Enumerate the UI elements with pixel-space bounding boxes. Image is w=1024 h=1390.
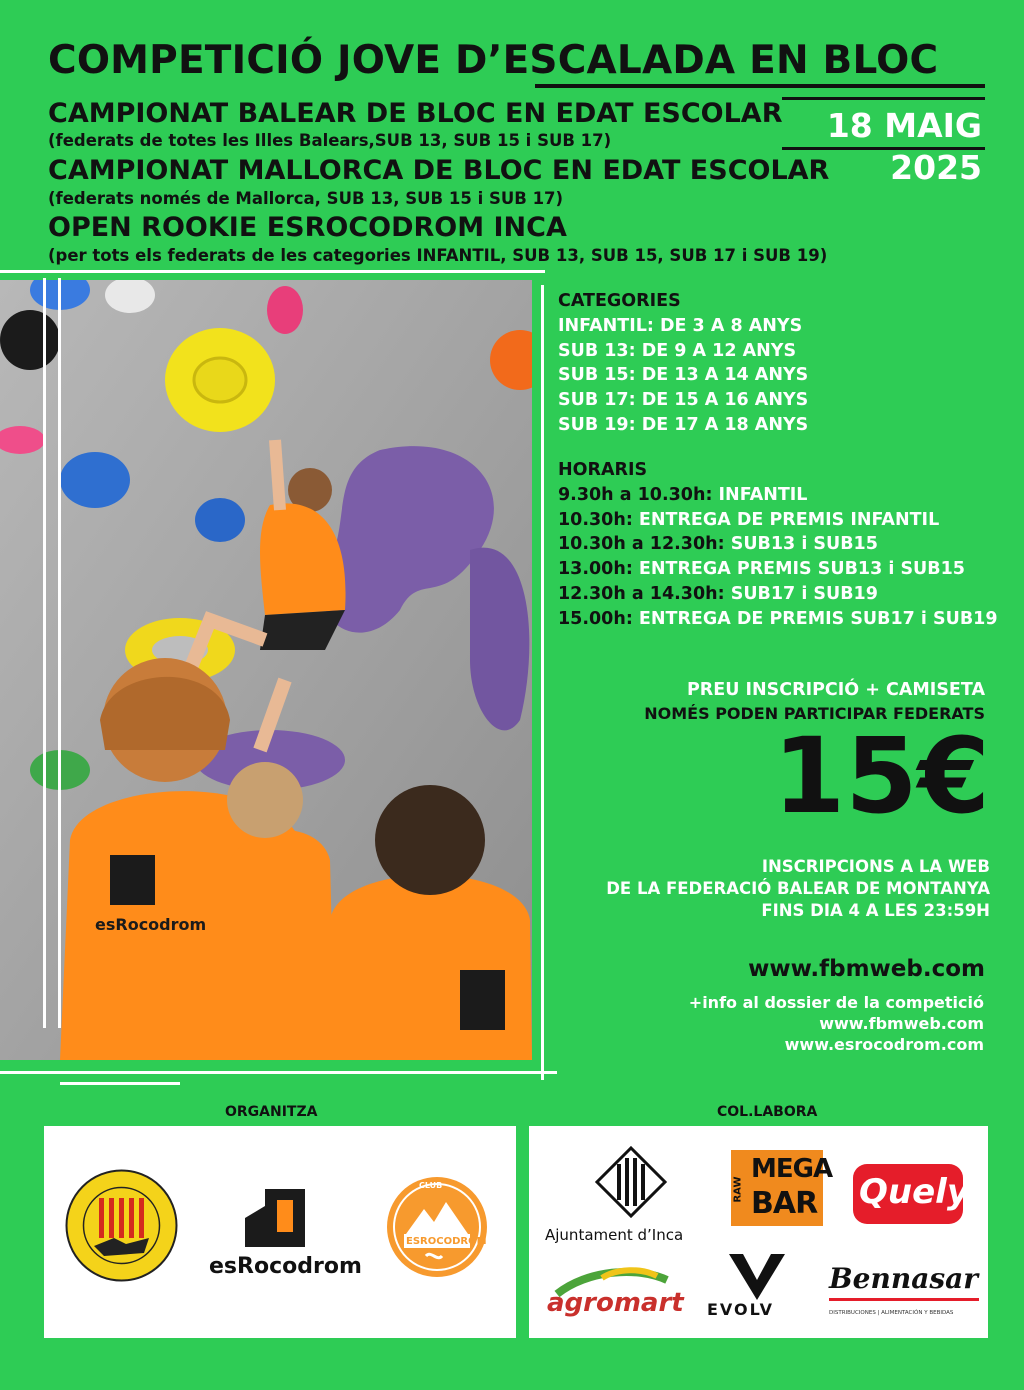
organizers-box — [44, 1126, 516, 1338]
megabar-side-text: RAW — [732, 1176, 744, 1203]
club-logo-name: ESROCODROM — [406, 1236, 487, 1247]
price-amount: 15€ — [772, 715, 990, 837]
frame-line-bottom-1 — [0, 1071, 557, 1074]
fbm-logo-text — [64, 1286, 179, 1287]
schedule-item — [558, 557, 998, 582]
frame-line-right — [541, 285, 544, 1080]
schedule-item — [558, 607, 998, 632]
megabar-logo — [731, 1150, 833, 1226]
schedule-time: 13.00h: — [558, 559, 633, 580]
schedule-activity: ENTREGA DE PREMIS INFANTIL — [638, 509, 940, 530]
registration-line: DE LA FEDERACIÓ BALEAR DE MONTANYA — [606, 879, 990, 898]
event-2-note: (federats només de Mallorca, SUB 13, SUB 15 i SUB 17) — [48, 189, 564, 208]
schedule-item — [558, 483, 998, 508]
date-line-top — [782, 97, 985, 100]
registration-block — [540, 856, 990, 922]
category-item: SUB 19: DE 17 A 18 ANYS — [558, 414, 809, 435]
agromart-logo-text: agromart — [547, 1288, 684, 1318]
schedule-item — [558, 508, 998, 533]
schedule-activity: ENTREGA PREMIS SUB13 i SUB15 — [638, 559, 965, 580]
ajuntament-logo-icon — [595, 1146, 667, 1218]
registration-line: FINS DIA 4 A LES 23:59H — [761, 901, 990, 920]
quely-logo — [853, 1164, 969, 1224]
registration-line: INSCRIPCIONS A LA WEB — [761, 857, 990, 876]
schedule-item — [558, 532, 998, 557]
club-logo-top: CLUB — [419, 1181, 443, 1190]
date-day: 18 MAIG — [826, 106, 982, 145]
frame-line-bottom-2 — [60, 1082, 180, 1085]
schedule-time: 10.30h a 12.30h: — [558, 534, 725, 555]
more-info-block — [540, 992, 984, 1055]
categories-heading: CATEGORIES — [558, 291, 681, 311]
bennasar-underline — [829, 1298, 979, 1301]
frame-line-left-1 — [43, 278, 46, 1028]
category-item: SUB 17: DE 15 A 16 ANYS — [558, 390, 809, 411]
megabar-text-2: BAR — [751, 1186, 818, 1221]
megabar-text-1: MEGA — [751, 1154, 833, 1184]
schedule-item — [558, 582, 998, 607]
frame-line-left-2 — [58, 278, 61, 1028]
bennasar-logo-text: Bennasar — [829, 1262, 978, 1295]
more-info-link[interactable]: www.fbmweb.com — [819, 1014, 984, 1033]
categories-block — [558, 289, 808, 438]
event-3-name: OPEN ROOKIE ESROCODROM INCA — [48, 212, 567, 243]
event-3-note: (per tots els federats de les categories INFANTIL, SUB 13, SUB 15, SUB 17 i SUB 19) — [48, 246, 828, 265]
price-label: PREU INSCRIPCIÓ + CAMISETA — [686, 680, 985, 700]
date-year: 2025 — [890, 148, 982, 187]
more-info-link[interactable]: www.esrocodrom.com — [784, 1035, 984, 1054]
event-2-name: CAMPIONAT MALLORCA DE BLOC EN EDAT ESCOLAR — [48, 155, 830, 186]
bennasar-sub-text: DISTRIBUCIONES | ALIMENTACIÓN Y BEBIDAS — [829, 1310, 954, 1316]
event-1-name: CAMPIONAT BALEAR DE BLOC EN EDAT ESCOLAR — [48, 98, 783, 129]
quely-logo-text: Quely — [859, 1172, 969, 1212]
schedule-time: 12.30h a 14.30h: — [558, 583, 725, 604]
category-item: SUB 15: DE 13 A 14 ANYS — [558, 365, 809, 386]
category-item: INFANTIL: DE 3 A 8 ANYS — [558, 315, 803, 336]
category-item: SUB 13: DE 9 A 12 ANYS — [558, 340, 797, 361]
event-1-note: (federats de totes les Illes Balears,SUB 13, SUB 15 i SUB 17) — [48, 131, 612, 150]
esrocodrom-logo-text: esRocodrom — [209, 1254, 362, 1279]
schedule-time: 9.30h a 10.30h: — [558, 484, 713, 505]
schedule-activity: ENTREGA DE PREMIS SUB17 i SUB19 — [638, 608, 998, 629]
more-info-text: +info al dossier de la competició — [688, 993, 984, 1012]
ajuntament-logo-text: Ajuntament d’Inca — [545, 1226, 684, 1244]
evolv-logo-icon — [727, 1252, 787, 1302]
collaborators-box — [529, 1126, 988, 1338]
schedule-time: 10.30h: — [558, 509, 633, 530]
evolv-logo-text: EVOLV — [707, 1300, 775, 1319]
schedule-heading: HORARIS — [558, 460, 648, 480]
collaborators-label: COL.LABORA — [717, 1104, 818, 1120]
schedule-time: 15.00h: — [558, 608, 633, 629]
schedule-block — [558, 458, 998, 632]
climbing-photo — [0, 280, 532, 1060]
schedule-activity: SUB17 i SUB19 — [730, 583, 878, 604]
frame-line-top — [0, 270, 545, 273]
website-link[interactable]: www.fbmweb.com — [748, 956, 985, 982]
fbm-logo-icon — [64, 1168, 179, 1283]
schedule-activity: SUB13 i SUB15 — [730, 534, 878, 555]
schedule-activity: INFANTIL — [718, 484, 808, 505]
esrocodrom-logo-icon — [239, 1186, 314, 1251]
title-underline — [535, 84, 985, 88]
poster-title: COMPETICIÓ JOVE D’ESCALADA EN BLOC — [48, 38, 939, 83]
organizers-label: ORGANITZA — [225, 1104, 318, 1120]
shirt-logo-text: esRocodrom — [95, 915, 207, 934]
price-note: NOMÉS PODEN PARTICIPAR FEDERATS — [644, 704, 985, 723]
